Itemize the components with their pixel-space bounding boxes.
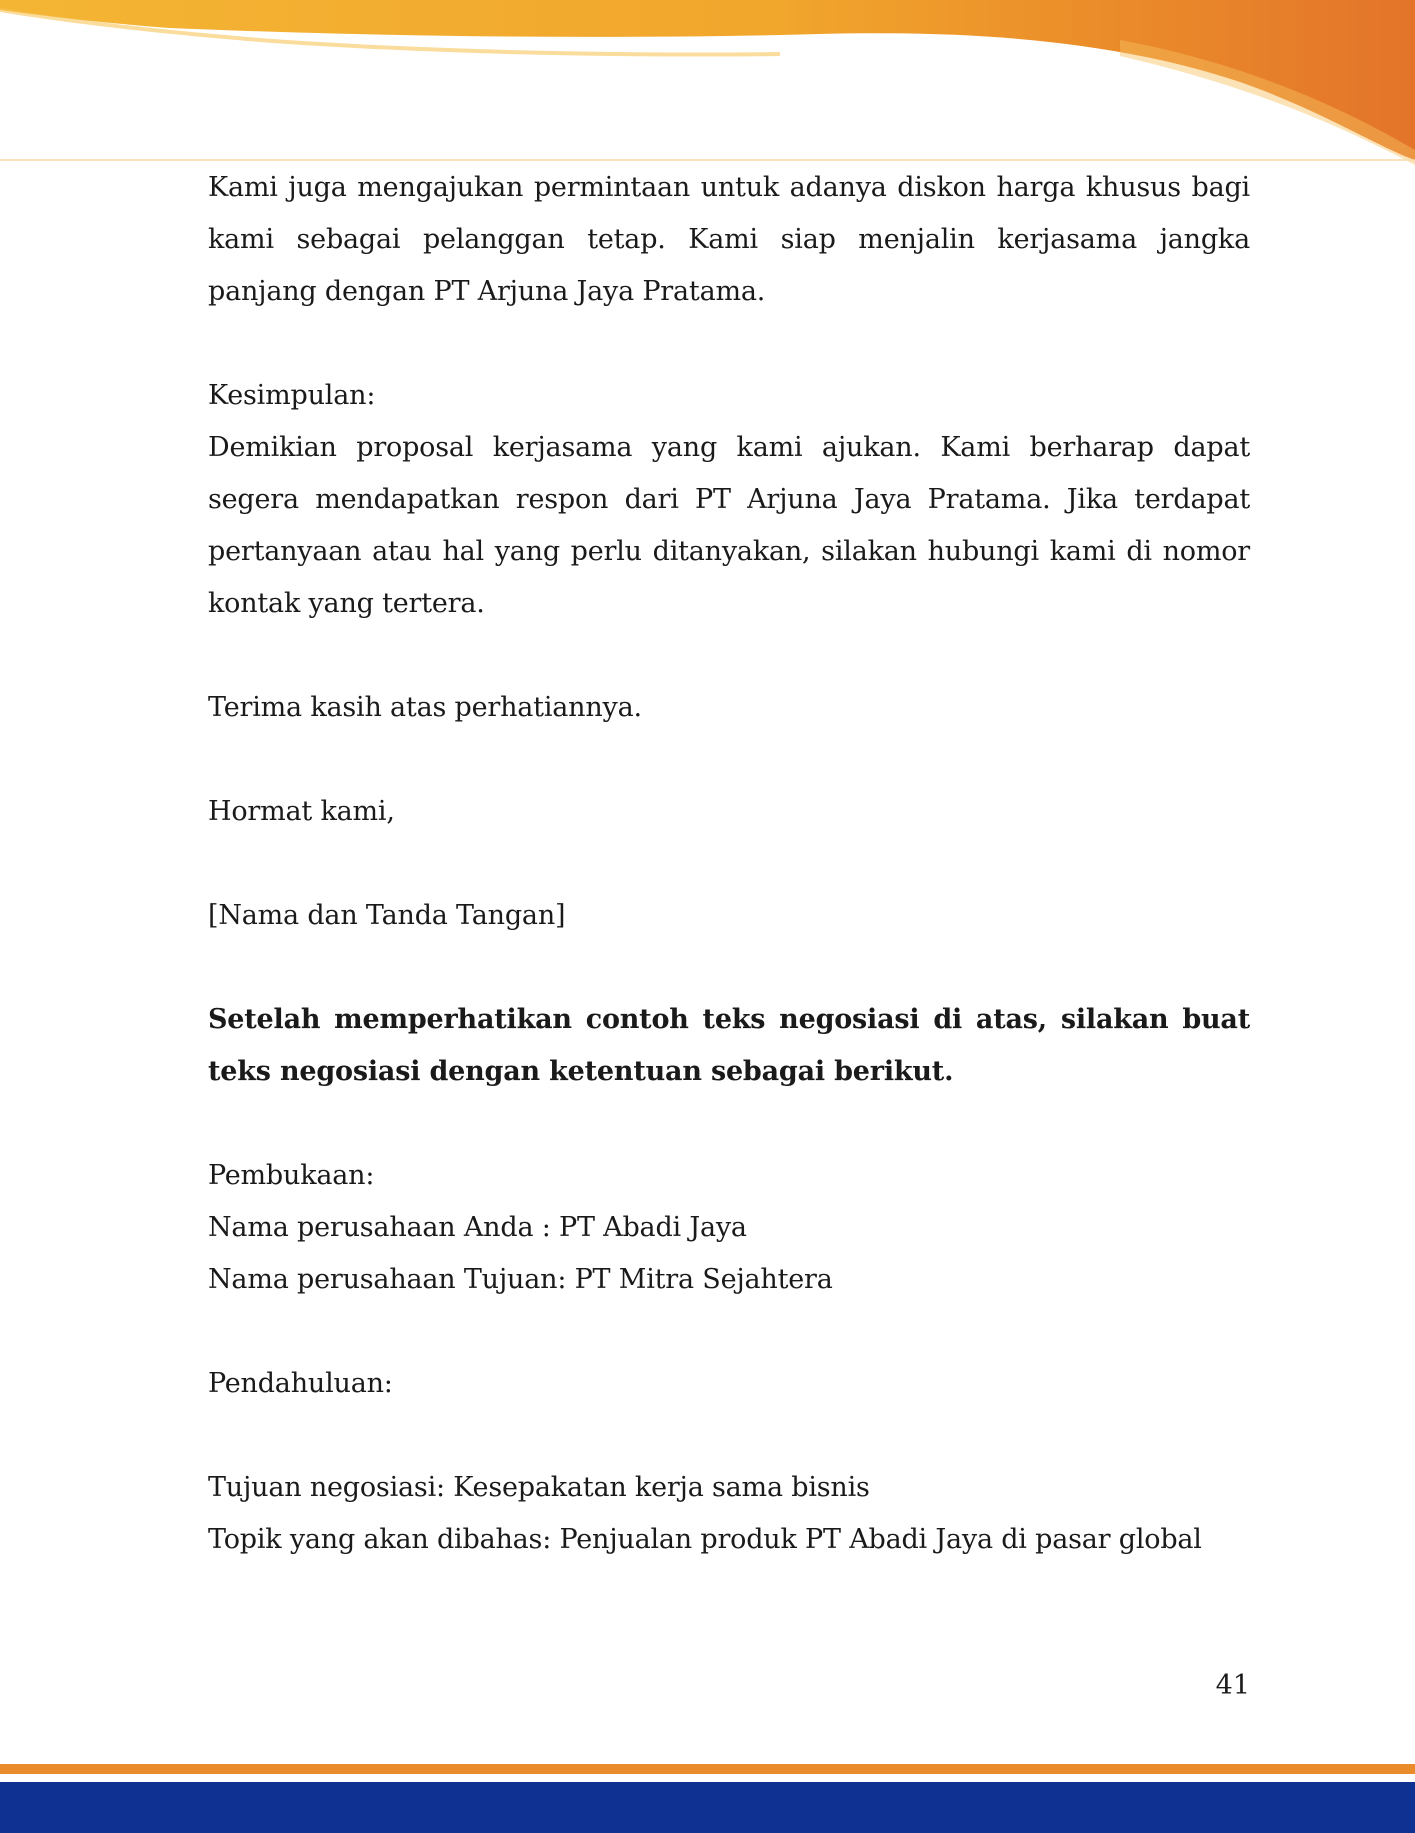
header-wave-decoration xyxy=(0,0,1415,170)
footer-blue-band xyxy=(0,1782,1415,1833)
page-number: 41 xyxy=(1215,1670,1250,1701)
spacer xyxy=(208,1098,1250,1150)
paragraph-discount-request: Kami juga mengajukan permintaan untuk adanya diskon harga khusus bagi kami sebagai pelanggan tetap. Kami siap menjalin kerjasama jangka panjang dengan PT Arjuna Jaya Pratama. xyxy=(208,172,1250,307)
instruction-paragraph: Setelah memperhatikan contoh teks negosiasi di atas, silakan buat teks negosiasi dengan ketentuan sebagai berikut. xyxy=(208,1004,1250,1087)
goal-line: Tujuan negosiasi: Kesepakatan kerja sama bisnis xyxy=(208,1472,870,1503)
company-target-line: Nama perusahaan Tujuan: PT Mitra Sejahtera xyxy=(208,1264,833,1295)
conclusion-paragraph: Demikian proposal kerjasama yang kami ajukan. Kami berharap dapat segera mendapatkan respon dari PT Arjuna Jaya Pratama. Jika terdapat pertanyaan atau hal yang perlu ditanyakan, silakan hubungi kami di nomor kontak yang tertera. xyxy=(208,432,1250,619)
closing-line: Hormat kami, xyxy=(208,796,395,827)
intro-heading: Pendahuluan: xyxy=(208,1368,393,1399)
company-own-line: Nama perusahaan Anda : PT Abadi Jaya xyxy=(208,1212,747,1243)
spacer xyxy=(208,318,1250,370)
spacer xyxy=(208,734,1250,786)
spacer xyxy=(208,1306,1250,1358)
signature-placeholder: [Nama dan Tanda Tangan] xyxy=(208,900,566,931)
conclusion-heading: Kesimpulan: xyxy=(208,380,376,411)
topic-line: Topik yang akan dibahas: Penjualan produk PT Abadi Jaya di pasar global xyxy=(208,1524,1202,1555)
document-body xyxy=(208,162,1250,1566)
spacer xyxy=(208,1410,1250,1462)
spacer xyxy=(208,838,1250,890)
thanks-line: Terima kasih atas perhatiannya. xyxy=(208,692,642,723)
spacer xyxy=(208,942,1250,994)
opening-heading: Pembukaan: xyxy=(208,1160,375,1191)
footer-orange-line xyxy=(0,1764,1415,1774)
spacer xyxy=(208,630,1250,682)
